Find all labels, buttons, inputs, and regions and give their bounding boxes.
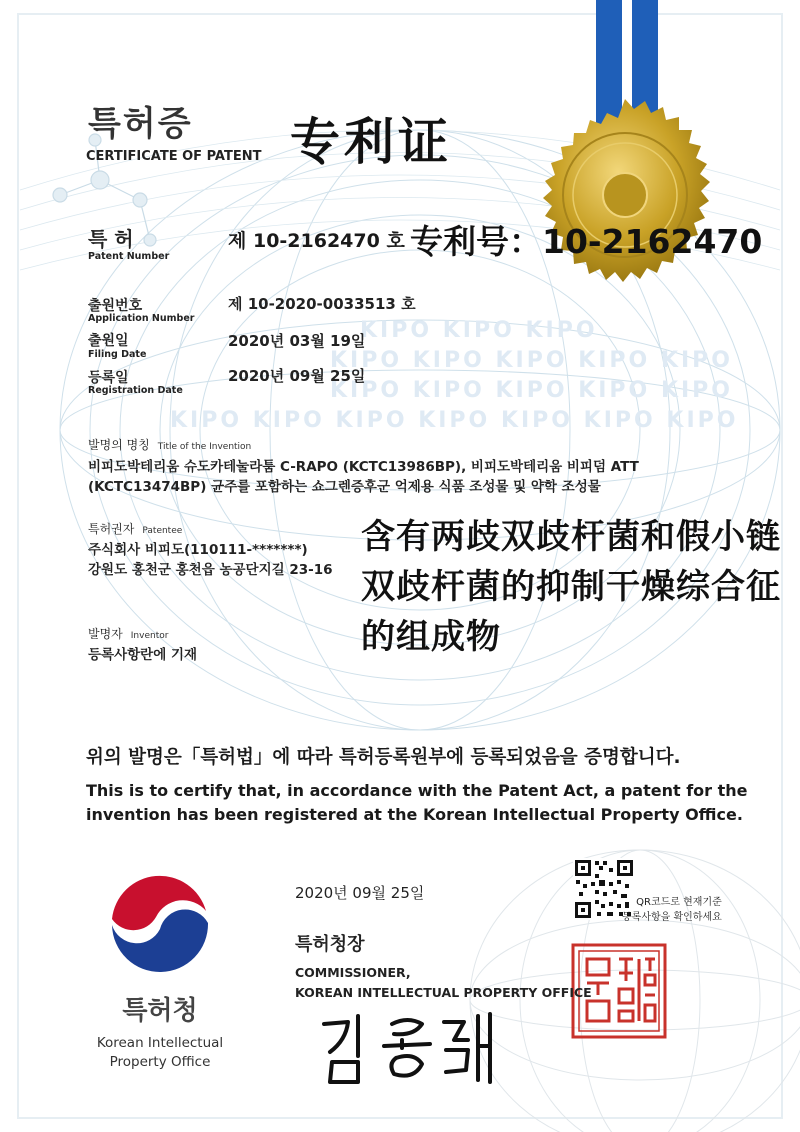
application-number-label-en: Application Number: [88, 313, 195, 324]
official-seal-stamp: [573, 945, 665, 1037]
organization-name-kr: 특허청: [122, 996, 198, 1026]
issue-date: 2020년 09월 25일: [295, 884, 425, 902]
organization-name-en: [70, 1034, 250, 1072]
watermark-kipo: KIPO KIPO KIPO KIPO KIPO: [330, 348, 733, 373]
qr-code-note: [622, 895, 722, 925]
registration-date-value: 2020년 09월 25일: [228, 367, 366, 385]
filing-date-label-kr: 출원일: [88, 333, 129, 349]
certificate-title-en: CERTIFICATE OF PATENT: [86, 149, 262, 164]
qr-note-line2: 등록사항을 확인하세요: [622, 912, 722, 923]
invention-title-line1: 비피도박테리움 슈도카테눌라툼 C-RAPO (KCTC13986BP), 비피도박테리움 비피덤 ATT: [88, 459, 639, 475]
invention-label-en: Title of the Invention: [157, 442, 252, 452]
watermark-kipo: KIPO KIPO KIPO KIPO KIPO: [330, 378, 733, 403]
filing-date-label-en: Filing Date: [88, 349, 147, 360]
gold-seal-icon: [530, 99, 720, 291]
certification-en-line2: invention has been registered at the Korean Intellectual Property Office.: [86, 805, 743, 824]
patent-number-zh: 专利号：10-2162470: [410, 222, 763, 261]
invention-title-line2: (KCTC13474BP) 균주를 포함하는 쇼그렌증후군 억제용 식품 조성물 및 약학 조성물: [88, 479, 601, 495]
patentee-label: [88, 518, 182, 537]
patentee-address: 강원도 홍천군 홍천읍 농공단지길 23-16: [88, 562, 333, 578]
registration-date-label-kr: 등록일: [88, 370, 129, 386]
invention-label: [88, 434, 251, 453]
patent-number-label-en: Patent Number: [88, 251, 170, 262]
patentee-name: 주식회사 비피도(110111-*******): [88, 542, 308, 558]
registration-date-label-en: Registration Date: [88, 385, 183, 396]
patent-number-label-kr: 특 허: [88, 227, 134, 251]
certification-statement-kr: 위의 발명은「특허법」에 따라 특허등록원부에 등록되었음을 증명합니다.: [86, 747, 681, 768]
org-en-line1: Korean Intellectual: [96, 1035, 224, 1051]
invention-label-kr: 발명의 명칭: [88, 438, 150, 452]
certificate-title-kr: 특허증: [88, 104, 193, 144]
inventor-label-en: Inventor: [130, 631, 169, 641]
commissioner-title-kr: 특허청장: [295, 934, 365, 955]
watermark-kipo: KIPO KIPO KIPO: [360, 318, 598, 343]
inventor-value: 등록사항란에 기재: [88, 647, 198, 663]
invention-title-zh: 含有两歧双歧杆菌和假小链双歧杆菌的抑制干燥综合征的组成物: [361, 517, 781, 657]
certification-en-line1: This is to certify that, in accordance with the Patent Act, a patent for the: [86, 781, 748, 800]
kipo-logo-icon: [108, 873, 212, 977]
commissioner-en-line2: KOREAN INTELLECTUAL PROPERTY OFFICE: [295, 985, 592, 1000]
certificate-title-zh: 专利证: [290, 113, 452, 171]
filing-date-value: 2020년 03월 19일: [228, 332, 366, 350]
commissioner-signature: [318, 1010, 508, 1090]
watermark-kipo: KIPO KIPO KIPO KIPO KIPO KIPO KIPO: [170, 408, 739, 433]
commissioner-title-en: [295, 963, 592, 1003]
application-number-label-kr: 출원번호: [88, 298, 143, 314]
qr-note-line1: QR코드로 현재기준: [636, 897, 722, 908]
patent-number-value: 제 10-2162470 호: [228, 230, 405, 252]
patentee-label-kr: 특허권자: [88, 522, 135, 536]
inventor-label-kr: 발명자: [88, 627, 123, 641]
certification-statement-en: [86, 779, 748, 827]
patentee-label-en: Patentee: [142, 526, 183, 536]
inventor-label: [88, 623, 168, 642]
application-number-value: 제 10-2020-0033513 호: [228, 295, 416, 313]
org-en-line2: Property Office: [109, 1054, 211, 1070]
commissioner-en-line1: COMMISSIONER,: [295, 965, 411, 980]
